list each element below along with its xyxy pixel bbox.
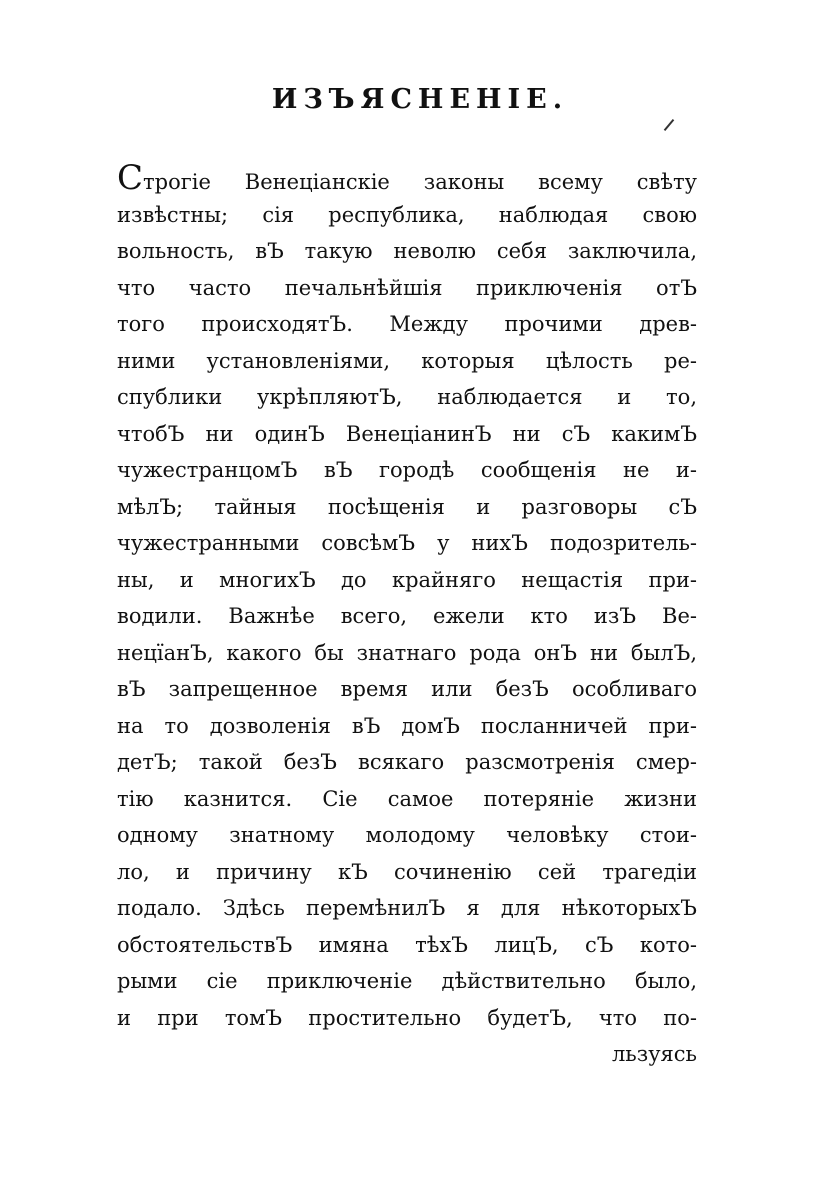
text-line: мѣлЪ; тайныя посѣщенія и разговоры сЪ [117, 494, 697, 519]
text-line: одному знатному молодому человѣку стои- [117, 823, 697, 847]
text-line: ны, и многихЪ до крайняго нещастія при- [117, 567, 697, 592]
text-line: подало. Здѣсь перемѣнилЪ я для нѣкоторыхЪ [117, 896, 697, 920]
text-line: детЪ; такой безЪ всякаго разсмотренія смер- [117, 750, 697, 774]
text-line: на то дозволенія вЪ домЪ посланничей при- [117, 713, 697, 738]
text-line: рыми сіе приключеніе дѣйствительно было, [117, 969, 697, 993]
text-line: вольность, вЪ такую неволю себя заключила, [117, 239, 697, 263]
text-line: обстоятельствЪ имяна тѣхЪ лицЪ, сЪ кото- [117, 932, 697, 957]
text-line: спублики укрѣпляютЪ, наблюдается и то, [117, 385, 697, 409]
text-line: ло, и причину кЪ сочиненію сей трагедіи [117, 859, 697, 884]
text-line: ними установленіями, которыя цѣлость ре- [117, 348, 697, 373]
text-line: чужестранцомЪ вЪ городѣ сообщенія не и- [117, 458, 697, 482]
text-line: Строгіе Венеціанскіе законы всему свѣту [117, 160, 697, 197]
text-line: чтобЪ ни одинЪ ВенеціанинЪ ни сЪ какимЪ [117, 421, 697, 446]
stray-ink-mark [664, 119, 675, 131]
page-title: ИЗЪЯСНЕНІЕ. [271, 84, 569, 115]
catchword: льзуясь [611, 1042, 697, 1066]
text-line: тію казнится. Сіе самое потеряніе жизни [117, 786, 697, 811]
text-line: и при томЪ простительно будетЪ, что по- [117, 1005, 697, 1030]
text-line: извѣстны; сія республика, наблюдая свою [117, 202, 697, 227]
text-line: нецїанЪ, какого бы знатнаго рода онЪ ни былЪ, [117, 640, 697, 665]
body-text [117, 160, 697, 1073]
text-line: водили. Важнѣе всего, ежели кто изЪ Ве- [117, 604, 697, 628]
text-line: вЪ запрещенное время или безЪ особливаго [117, 677, 697, 701]
text-line: того происходятЪ. Между прочими древ- [117, 312, 697, 336]
text-line: чужестранными совсѣмЪ у нихЪ подозритель- [117, 531, 697, 555]
text-line: что часто печальнѣйшія приключенія отЪ [117, 275, 697, 300]
